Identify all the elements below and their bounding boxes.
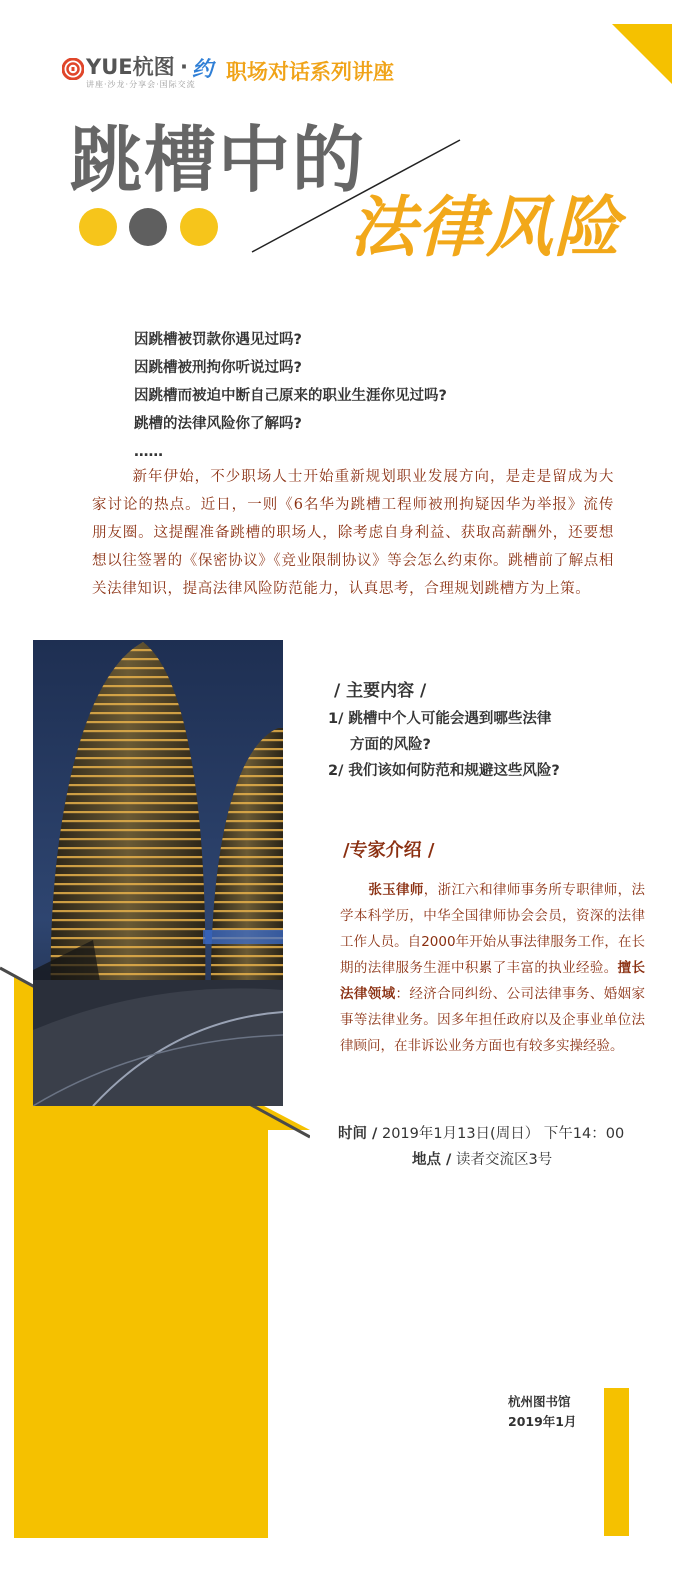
logo-text: YUE杭图 xyxy=(86,55,175,79)
intro-paragraph xyxy=(92,463,614,603)
event-time xyxy=(338,1122,624,1146)
gray-dot xyxy=(129,208,167,246)
time-value: 2019年1月13日(周日） 下午14：00 xyxy=(377,1126,625,1142)
place-value: 读者交流区3号 xyxy=(451,1152,553,1168)
main-content-heading: / 主要内容 / xyxy=(334,681,427,701)
question-item: 因跳槽被刑拘你听说过吗? xyxy=(134,360,302,376)
place-label: 地点 / xyxy=(412,1152,452,1168)
yellow-bar xyxy=(604,1388,629,1536)
main-item-1-cont: 方面的风险? xyxy=(350,737,431,753)
time-label: 时间 / xyxy=(338,1126,378,1142)
footer-org: 杭州图书馆 xyxy=(508,1394,571,1409)
logo-icon xyxy=(62,58,84,80)
expertise-label: 擅长法律领域 xyxy=(340,960,646,1002)
expert-bio-2: ：经济合同纠纷、公司法律事务、婚姻家事等法律业务。因多年担任政府以及企事业单位法律顾问，在非诉讼业务方面也有较多实操经验。 xyxy=(340,986,646,1054)
expert-bio xyxy=(340,877,645,1059)
corner-triangle xyxy=(612,24,672,84)
main-item-2: 2/ 我们该如何防范和规避这些风险? xyxy=(328,763,560,779)
title-line-2: 法律风险 xyxy=(350,189,622,266)
footer xyxy=(508,1392,577,1432)
title-line-1: 跳槽中的 xyxy=(70,118,367,202)
expert-heading: /专家介绍 / xyxy=(343,840,435,861)
main-content-list xyxy=(328,706,560,784)
yellow-dot xyxy=(79,208,117,246)
expert-name: 张玉律师 xyxy=(368,882,424,898)
logo-subtitle: 讲座·沙龙·分享会·国际交流 xyxy=(86,80,196,89)
question-list xyxy=(134,326,447,466)
question-item: 因跳槽而被迫中断自己原来的职业生涯你见过吗? xyxy=(134,388,447,404)
building-photo xyxy=(33,640,283,1106)
main-item-1: 1/ 跳槽中个人可能会遇到哪些法律 xyxy=(328,711,552,727)
question-item: 跳槽的法律风险你了解吗? xyxy=(134,416,302,432)
footer-date: 2019年1月 xyxy=(508,1414,577,1429)
logo-yue: 约 xyxy=(192,56,213,81)
question-item: 因跳槽被罚款你遇见过吗? xyxy=(134,332,302,348)
question-ellipsis: …… xyxy=(134,444,163,460)
logo-separator: · xyxy=(180,55,188,79)
intro-text: 新年伊始，不少职场人士开始重新规划职业发展方向，是走是留成为大家讨论的热点。近日，一则《6名华为跳槽工程师被刑拘疑因华为举报》流传朋友圈。这提醒准备跳槽的职场人，除考虑自身利益、获取高薪酬外，还要想想以往签署的《保密协议》《竞业限制协议》等会怎么约束你。跳槽前了解点相关法律知识，提高法律风险防范能力，认真思考，合理规划跳槽方为上策。 xyxy=(92,469,614,597)
series-title: 职场对话系列讲座 xyxy=(226,60,394,84)
event-place xyxy=(412,1148,552,1172)
yellow-dot xyxy=(180,208,218,246)
expert-bio-1: ，浙江六和律师事务所专职律师，法学本科学历，中华全国律师协会会员，资深的法律工作人员。自2000年开始从事法律服务工作，在长期的法律服务生涯中积累了丰富的执业经验。 xyxy=(340,882,645,976)
